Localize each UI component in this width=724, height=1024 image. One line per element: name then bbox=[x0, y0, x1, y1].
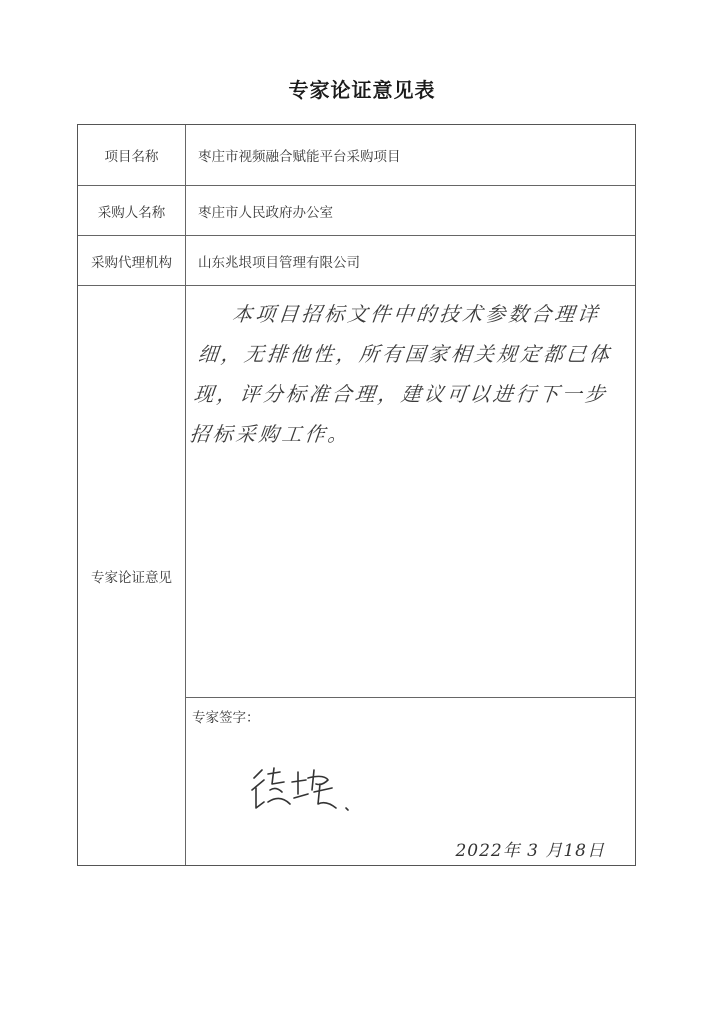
expert-signature-image bbox=[246, 764, 376, 824]
expert-opinion-handwritten-text: 本项目招标文件中的技术参数合理详细，无排他性，所有国家相关规定都已体现，评分标准合理，建议可以进行下一步招标采购工作。 bbox=[188, 302, 614, 446]
expert-opinion-area bbox=[186, 286, 635, 697]
row-project-name bbox=[78, 125, 635, 186]
expert-signature-area bbox=[186, 697, 635, 865]
row-agency bbox=[78, 236, 635, 286]
project-name-label: 项目名称 bbox=[78, 125, 186, 185]
signature-date: 2022年 3 月18日 bbox=[455, 841, 605, 861]
expert-opinion-label: 专家论证意见 bbox=[78, 286, 186, 865]
purchaser-label: 采购人名称 bbox=[78, 186, 186, 235]
agency-label: 采购代理机构 bbox=[78, 236, 186, 285]
purchaser-value: 枣庄市人民政府办公室 bbox=[198, 204, 333, 221]
opinion-form-table bbox=[77, 124, 636, 866]
row-purchaser bbox=[78, 186, 635, 236]
agency-value: 山东兆垠项目管理有限公司 bbox=[198, 254, 360, 271]
row-expert-opinion bbox=[78, 286, 635, 865]
project-name-value: 枣庄市视频融合赋能平台采购项目 bbox=[198, 149, 401, 165]
page-title: 专家论证意见表 bbox=[288, 78, 436, 102]
expert-signature-label: 专家签字： bbox=[192, 710, 260, 726]
